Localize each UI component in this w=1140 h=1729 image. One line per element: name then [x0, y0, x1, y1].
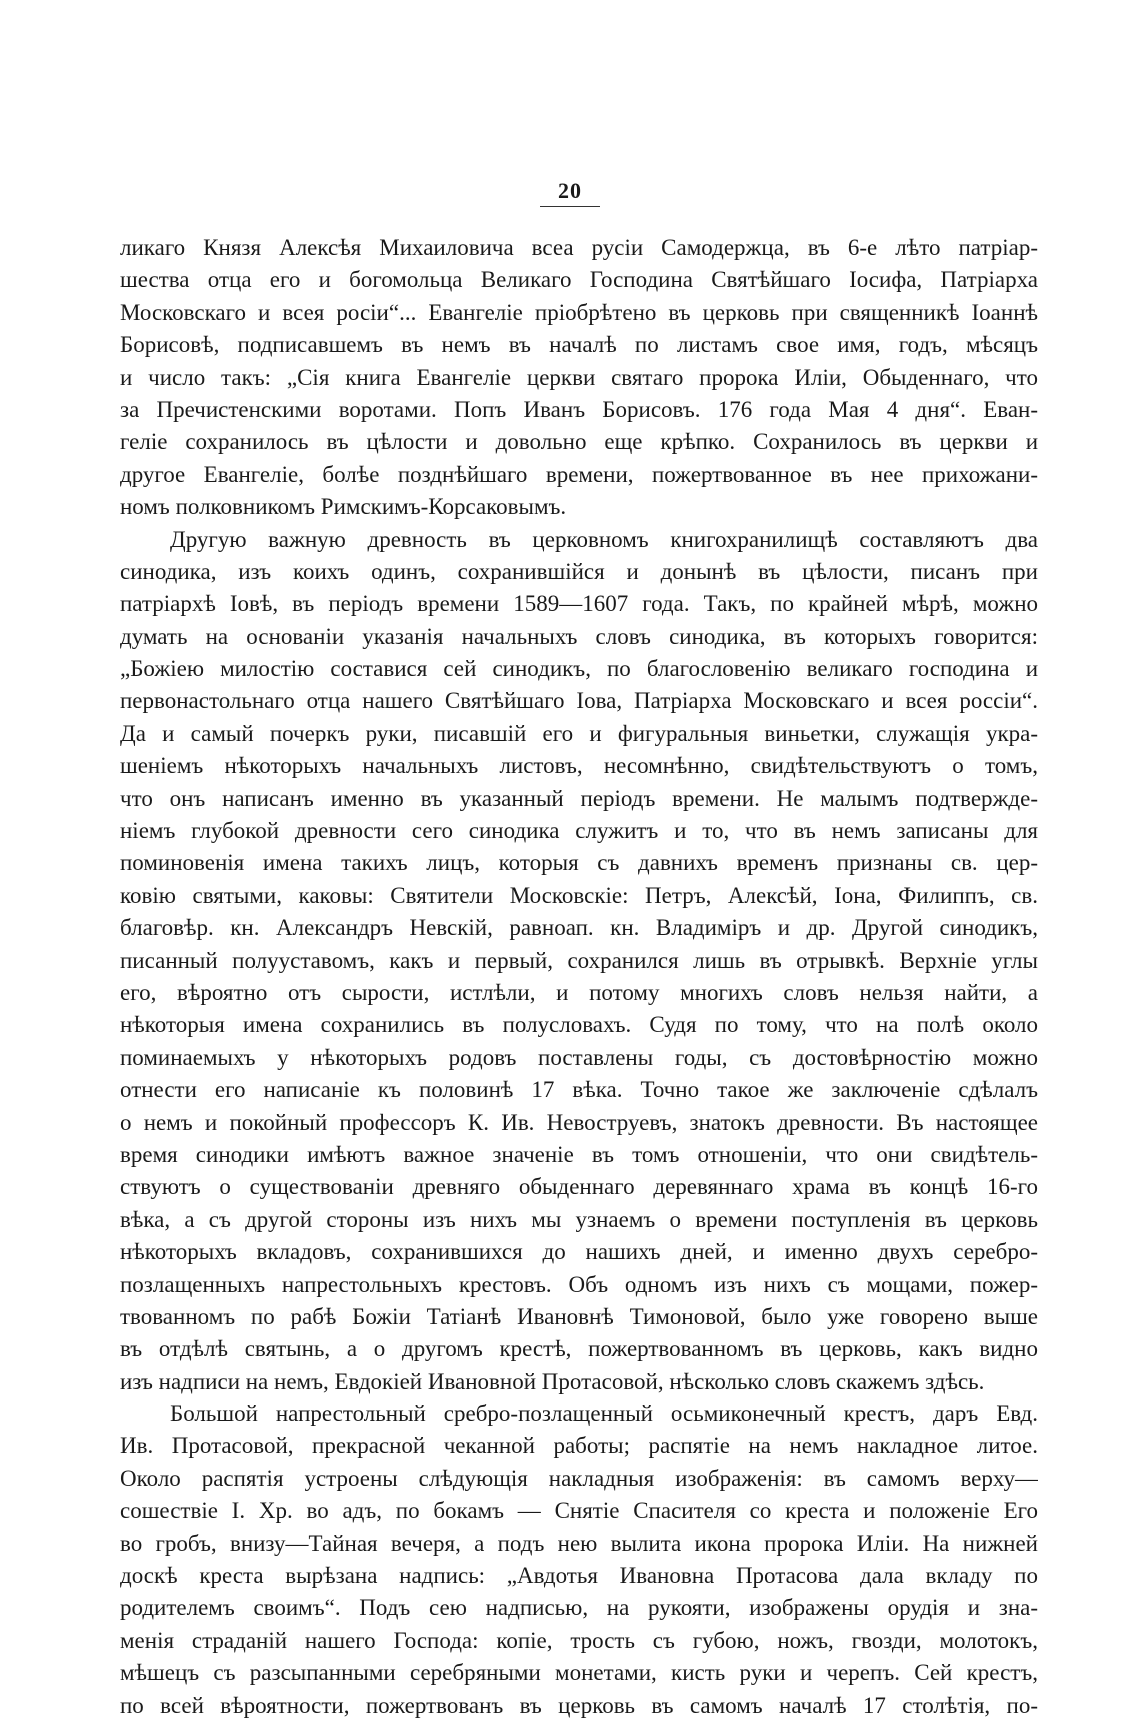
text-line: родителемъ своимъ“. Подъ сею надписью, на рукояти, изображены орудія и зна- — [120, 1595, 1038, 1621]
text-line: синодика, изъ коихъ одинъ, сохранившійся и донынѣ въ цѣлости, писанъ при — [120, 558, 1038, 584]
text-line: и число такъ: „Сія книга Евангеліе церкви святаго пророка Иліи, Обыденнаго, что — [120, 364, 1038, 390]
text-line: о немъ и покойный профессоръ К. Ив. Невоструевъ, знатокъ древности. Въ настоящее — [120, 1109, 1038, 1135]
body-text — [120, 232, 1038, 1722]
text-line: благовѣр. кн. Александръ Невскій, равноап. кн. Владиміръ и др. Другой синодикъ, — [120, 915, 1038, 941]
text-line: ковію святыми, каковы: Святители Московскіе: Петръ, Алексѣй, Іона, Филиппъ, св. — [120, 882, 1038, 908]
text-line: въ отдѣлѣ святынь, а о другомъ крестѣ, пожертвованномъ въ церковь, какъ видно — [120, 1336, 1038, 1362]
page-number-rule — [540, 206, 600, 207]
text-line: Борисовѣ, подписавшемъ въ немъ въ началѣ по листамъ свое имя, годъ, мѣсяцъ — [120, 332, 1038, 358]
text-line: изъ надписи на немъ, Евдокіей Ивановной Протасовой, нѣсколько словъ скажемъ здѣсь. — [120, 1368, 985, 1394]
text-line: поминовенія имена такихъ лицъ, которыя съ давнихъ временъ признаны св. цер- — [120, 850, 1038, 876]
text-line: менія страданій нашего Господа: копіе, трость съ губою, ножъ, гвозди, молотокъ, — [120, 1627, 1038, 1653]
text-line: геліе сохранилось въ цѣлости и довольно еще крѣпко. Сохранилось въ церкви и — [120, 429, 1038, 455]
text-line: нѣкоторыя имена сохранились въ полусловахъ. Судя по тому, что на полѣ около — [120, 1012, 1038, 1038]
text-line: позлащенныхъ напрестольныхъ крестовъ. Объ одномъ изъ нихъ съ мощами, пожер- — [120, 1271, 1038, 1297]
text-line: вѣка, а съ другой стороны изъ нихъ мы узнаемъ о времени поступленія въ церковь — [120, 1206, 1038, 1232]
text-line: во гробъ, внизу—Тайная вечеря, а подъ нею вылита икона пророка Иліи. На нижней — [120, 1530, 1038, 1556]
text-line: время синодики имѣютъ важное значеніе въ томъ отношеніи, что они свидѣтель- — [120, 1141, 1038, 1167]
text-line: писанный полууставомъ, какъ и первый, сохранился лишь въ отрывкѣ. Верхніе углы — [120, 947, 1038, 973]
text-line: мѣшецъ съ разсыпанными серебряными монетами, кисть руки и черепъ. Сей крестъ, — [120, 1660, 1038, 1686]
text-line: ликаго Князя Алексѣя Михаиловича всеа русіи Самодержца, въ 6-е лѣто патріар- — [120, 235, 1038, 260]
text-line: „Божіею милостію составися сей синодикъ, по благословенію великаго господина и — [120, 656, 1038, 682]
text-line: думать на основаніи указанія начальныхъ словъ синодика, въ которыхъ говорится: — [120, 623, 1038, 649]
text-line: поминаемыхъ у нѣкоторыхъ родовъ поставлены годы, съ достовѣрностію можно — [120, 1044, 1038, 1070]
text-line: Большой напрестольный сребро-позлащенный осьмиконечный крестъ, даръ Евд. — [170, 1401, 1038, 1427]
text-line: нѣкоторыхъ вкладовъ, сохранившихся до нашихъ дней, и именно двухъ серебро- — [120, 1239, 1038, 1265]
text-line: номъ полковникомъ Римскимъ-Корсаковымъ. — [120, 494, 567, 520]
text-line: Другую важную древность въ церковномъ книгохранилищѣ составляютъ два — [170, 526, 1038, 552]
text-line: шеніемъ нѣкоторыхъ начальныхъ листовъ, несомнѣнно, свидѣтельствуютъ о томъ, — [120, 753, 1038, 779]
text-line: патріархѣ Іовѣ, въ періодъ времени 1589—1607 года. Такъ, по крайней мѣрѣ, можно — [120, 591, 1038, 617]
text-line: отнести его написаніе къ половинѣ 17 вѣка. Точно такое же заключеніе сдѣлалъ — [120, 1077, 1038, 1103]
text-line: ствуютъ о существованіи древняго обыденнаго деревяннаго храма въ концѣ 16-го — [120, 1174, 1038, 1200]
text-line: Около распятія устроены слѣдующія накладныя изображенія: въ самомъ верху— — [120, 1465, 1038, 1491]
text-line: по всей вѣроятности, пожертвованъ въ церковь въ самомъ началѣ 17 столѣтія, по- — [120, 1692, 1038, 1718]
text-line: твованномъ по рабѣ Божіи Татіанѣ Ивановнѣ Тимоновой, было уже говорено выше — [120, 1303, 1038, 1329]
text-line: что онъ написанъ именно въ указанный періодъ времени. Не малымъ подтвержде- — [120, 785, 1038, 811]
page-number: 20 — [558, 178, 582, 203]
text-line: его, вѣроятно отъ сырости, истлѣли, и потому многихъ словъ нельзя найти, а — [120, 979, 1038, 1005]
text-line: ніемъ глубокой древности сего синодика служитъ и то, что въ немъ записаны для — [120, 818, 1038, 844]
text-line: доскѣ креста вырѣзана надпись: „Авдотья Ивановна Протасова дала вкладу по — [120, 1563, 1038, 1589]
text-line: Московскаго и всея росіи“... Евангеліе пріобрѣтено въ церковь при священникѣ Іоаннѣ — [120, 299, 1038, 325]
text-line: первонастольнаго отца нашего Святѣйшаго Іова, Патріарха Московскаго и всея россіи“. — [120, 688, 1038, 714]
text-line: сошествіе І. Хр. во адъ, по бокамъ — Снятіе Спасителя со креста и положеніе Его — [120, 1498, 1038, 1524]
text-line: шества отца его и богомольца Великаго Господина Святѣйшаго Іосифа, Патріарха — [120, 267, 1038, 293]
text-line: за Пречистенскими воротами. Попъ Иванъ Борисовъ. 176 года Мая 4 дня“. Еван- — [120, 396, 1038, 422]
text-line: Да и самый почеркъ руки, писавшій его и фигуральныя виньетки, служащія укра- — [120, 720, 1038, 746]
text-line: Ив. Протасовой, прекрасной чеканной работы; распятіе на немъ накладное литое. — [120, 1433, 1038, 1459]
text-line: другое Евангеліе, болѣе позднѣйшаго времени, пожертвованное въ нее прихожани- — [120, 461, 1038, 487]
